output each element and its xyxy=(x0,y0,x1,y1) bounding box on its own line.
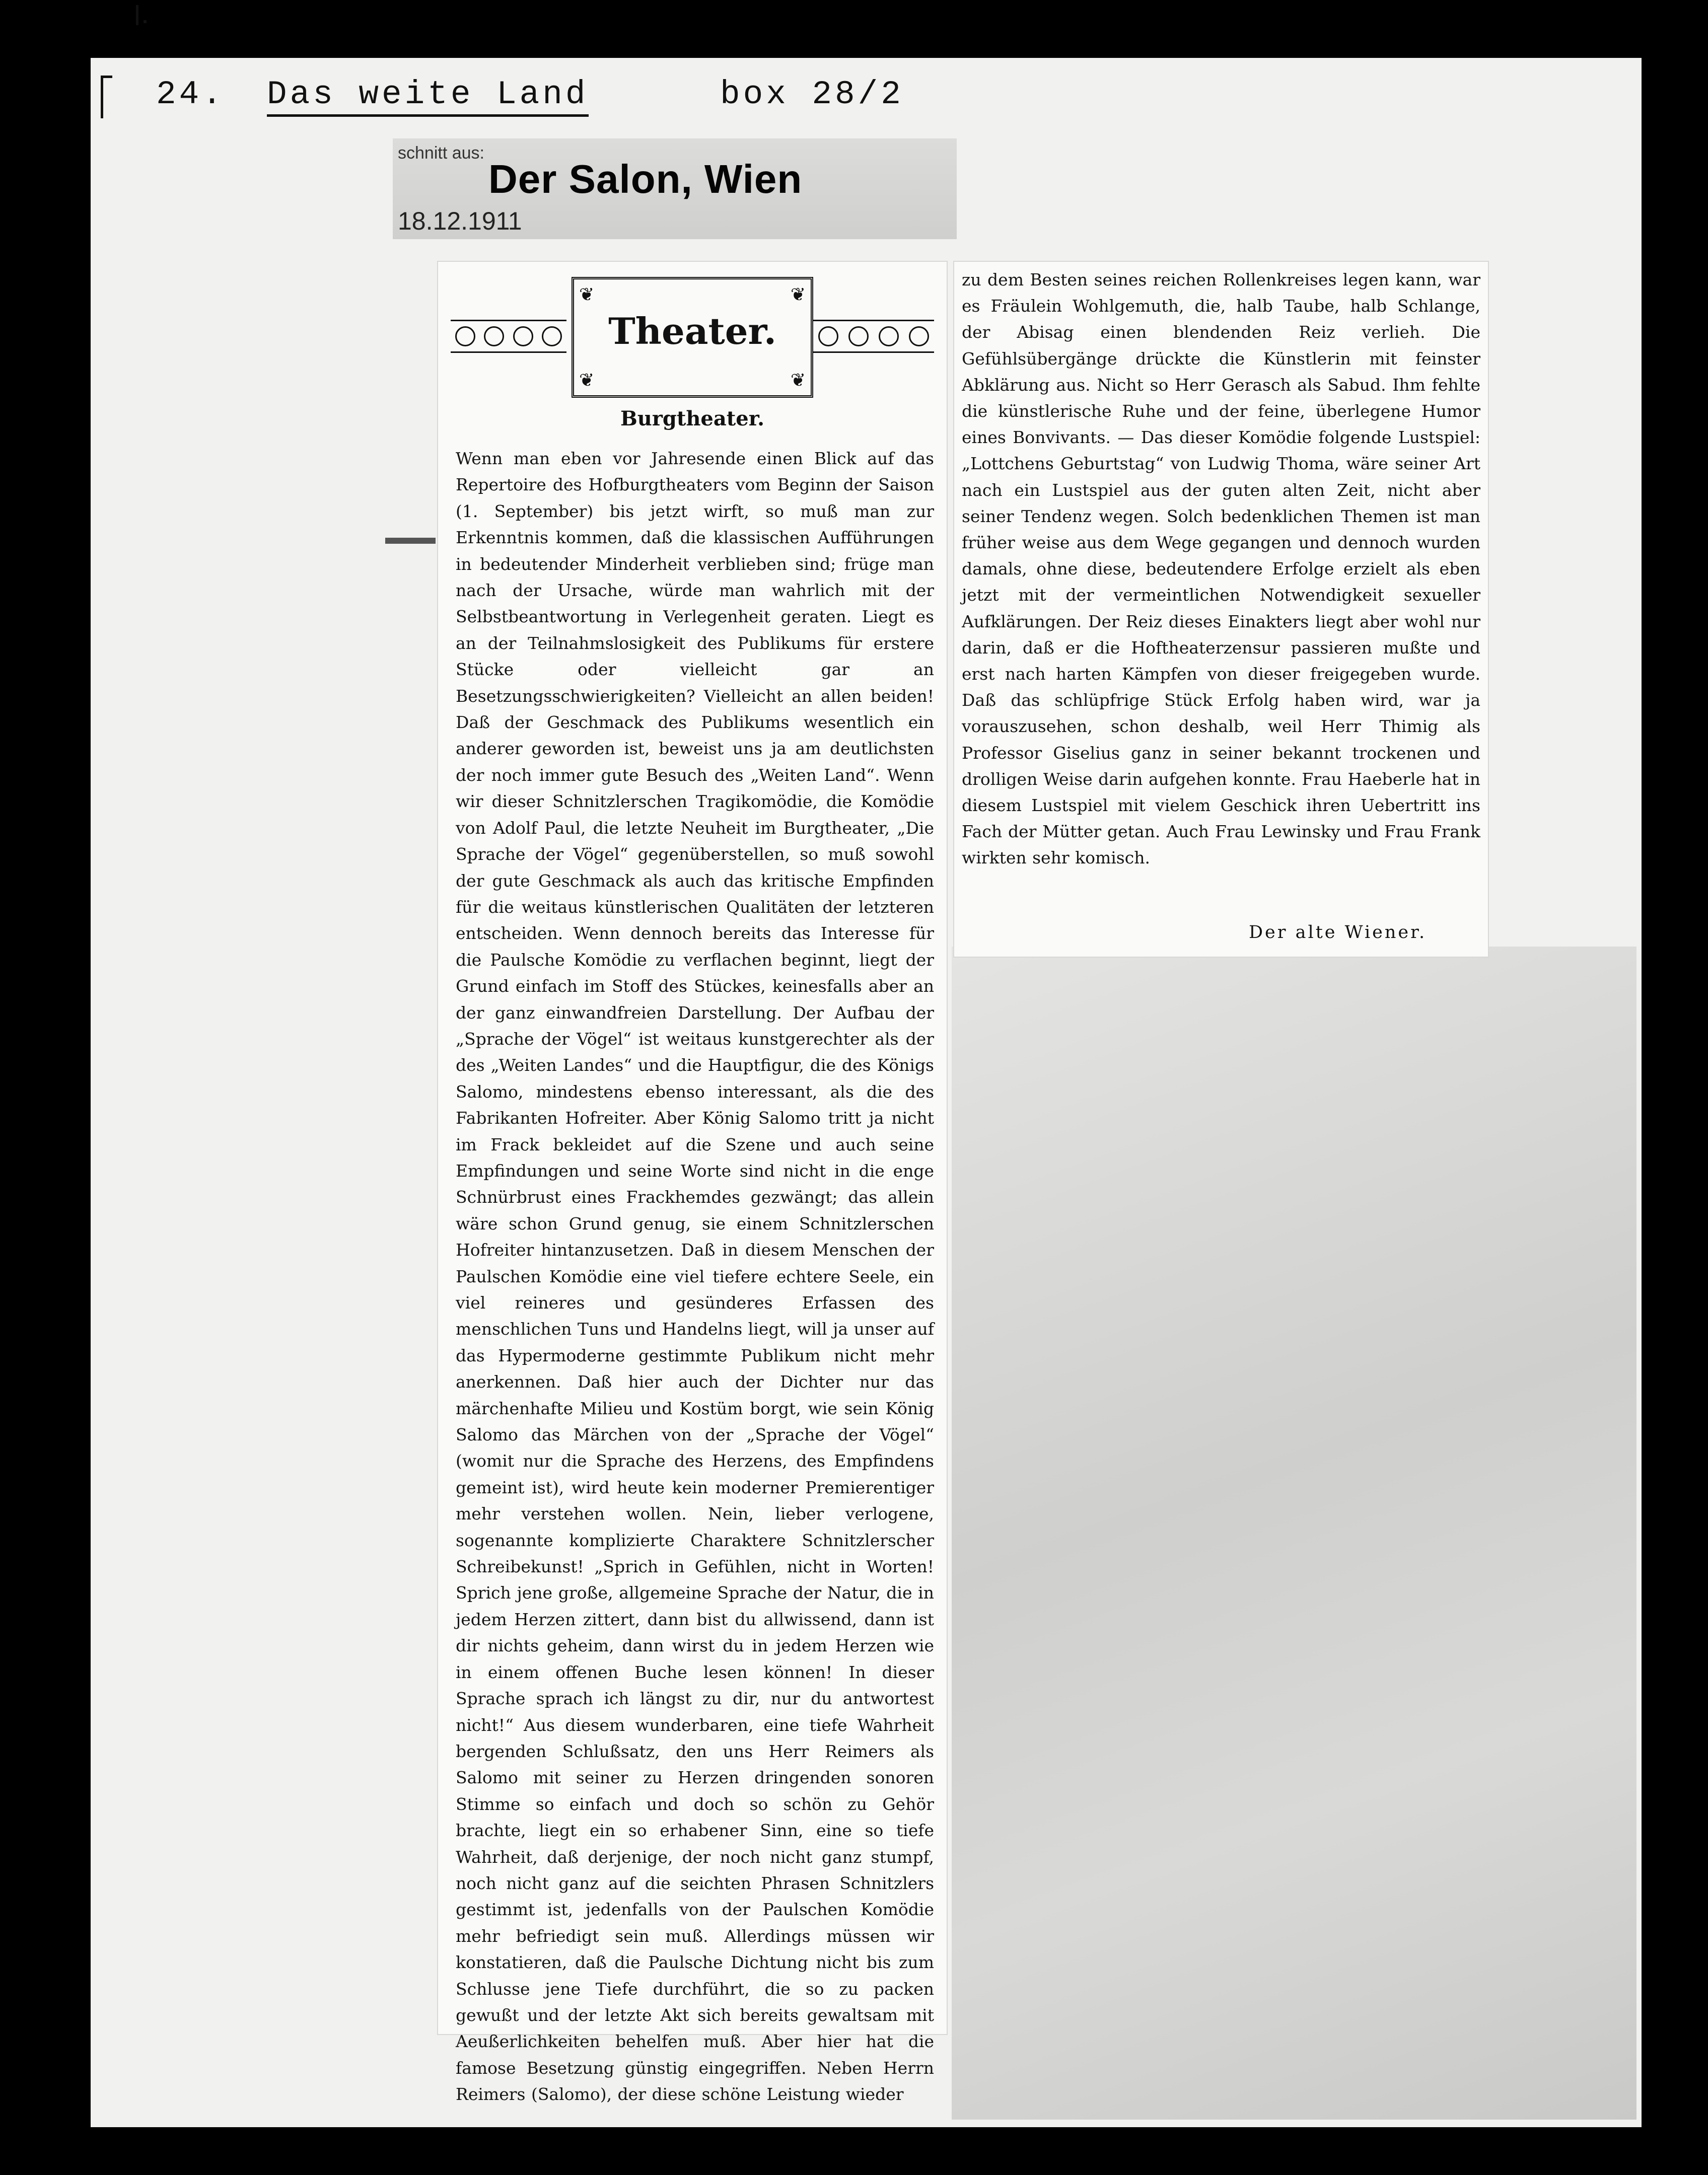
fleur-icon: ❦ xyxy=(790,284,806,305)
ornament-dot xyxy=(542,326,562,346)
ornament-dot xyxy=(513,326,533,346)
stamp-label: schnitt aus: xyxy=(398,143,484,163)
header-bracket-mark xyxy=(101,76,112,118)
item-number: 24. xyxy=(156,76,225,113)
scan-smudge xyxy=(385,538,436,544)
scan-mark xyxy=(136,5,138,25)
fleur-icon: ❦ xyxy=(790,370,806,390)
fleur-icon: ❦ xyxy=(579,284,595,305)
scan-mark xyxy=(144,20,147,23)
ornament-dot xyxy=(455,326,475,346)
source-stamp xyxy=(393,138,957,239)
article-left-column: Wenn man eben vor Jahresende einen Blick auf das Repertoire des Hofburgtheaters vom Beginn der Saison (1. September) bis jetzt wirft, so muß man zur Erkenntnis kommen, daß die klassischen Aufführungen in bedeutender Minderheit verblieben sind; früge man nach der Ursache, würde man wahrlich mit der Selbstbeantwortung in Verlegenheit geraten. Liegt es an der Teilnahmslosigkeit des Publikums für erstere Stücke oder vielleicht gar an Besetzungsschwierigkeiten? Vielleicht an allen beiden! Daß der Geschmack des Publikums wesentlich ein anderer geworden ist, beweist uns ja am deutlichsten der noch immer gute Besuch des „Weiten Land“. Wenn wir dieser Schnitzlerschen Tragikomödie, die Komödie von Adolf Paul, die letzte Neuheit im Burgtheater, „Die Sprache der Vögel“ gegenüberstellen, so muß sowohl der gute Geschmack als auch das kritische Empfinden für die weitaus künstlerischen Qualitäten der letzteren entscheiden. Wenn dennoch bereits das Interesse für die Paulsche Komödie zu verflachen beginnt, liegt der Grund einfach im Stoff des Stückes, keinesfalls aber an der ganz einwandfreien Darstellung. Der Aufbau der „Sprache der Vögel“ ist weitaus kunstgerechter als der des „Weiten Landes“ und die Hauptfigur, die des Königs Salomo, mindestens ebenso interessant, als die des Fabrikanten Hofreiter. Aber König Salomo tritt ja nicht im Frack bekleidet auf die Szene und auch seine Empfindungen und seine Worte sind nicht in die enge Schnürbrust eines Frackhemdes gezwängt; das allein wäre schon Grund genug, sie einem Schnitzlerschen Hofreiter hintanzusetzen. Daß in diesem Menschen der Paulschen Komödie eine viel tiefere echtere Seele, ein viel reineres und gesünderes Erfassen des menschlichen Tuns und Handelns liegt, will ja unser auf das Hypermoderne gestimmte Publikum nicht mehr anerkennen. Daß hier auch der Dichter nur das märchenhafte Milieu und Kostüm borgt, wie sein König Salomo das Märchen von der „Sprache der Vögel“ (womit nur die Sprache des Herzens, des Empfindens gemeint ist), wird heute kein moderner Premierentiger mehr verstehen wollen. Nein, lieber verlogene, sogenannte komplizierte Charaktere Schnitzlerscher Schreibekunst! „Sprich in Gefühlen, nicht in Worten! Sprich jene große, allgemeine Sprache der Natur, die in jedem Herzen zittert, dann bist du allwissend, dann ist dir nichts geheim, dann wirst du in jedem Herzen wie in einem offenen Buche lesen können! In dieser Sprache sprach ich längst zu dir, nur du antwortest nicht!“ Aus diesem wunderbaren, eine tiefe Wahrheit bergenden Schlußsatz, den uns Herr Reimers als Salomo mit seiner zu Herzen dringenden sonoren Stimme so einfach und doch so schön zu Gehör brachte, liegt ein so erhabener Sinn, eine so tiefe Wahrheit, daß derjenige, der noch nicht ganz stumpf, noch nicht ganz auf die seichten Phrasen Schnitzlers gestimmt ist, jedenfalls von der Paulschen Komödie mehr befriedigt sein muß. Allerdings müssen wir konstatieren, daß die Paulsche Dichtung nicht bis zum Schlusse jene Tiefe durchführt, die so zu packen gewußt und der letzte Akt sich bereits gewaltsam mit Aeußerlichkeiten behelfen muß. Aber hier hat die famose Besetzung günstig eingegriffen. Neben Herrn Reimers (Salomo), der diese schöne Leistung wieder xyxy=(456,449,934,2105)
fleur-icon: ❦ xyxy=(579,370,595,390)
ornament-dot xyxy=(879,326,899,346)
box-number: box 28/2 xyxy=(720,76,904,113)
theater-masthead xyxy=(451,272,934,398)
publication-date: 18.12.1911 xyxy=(398,207,522,235)
ornament-dot xyxy=(818,326,838,346)
ornament-dot xyxy=(484,326,504,346)
masthead-frame xyxy=(572,277,813,398)
ornament-dots-right xyxy=(813,320,934,353)
article-right-column: zu dem Besten seines reichen Rollenkreises legen kann, war es Fräulein Wohlgemuth, die, halb Taube, halb Schlange, der Abisag einen blendenden Reiz verlieh. Die Gefühlsübergänge drückte die Künstlerin mit feinster Abklärung aus. Nicht so Herr Gerasch als Sabud. Ihm fehlte die künstlerische Ruhe und der feine, überlegene Humor eines Bonvivants. — Das dieser Komödie folgende Lustspiel: „Lottchens Geburtstag“ von Ludwig Thoma, wäre seiner Art nach ein Lustspiel aus der guten alten Zeit, nicht aber seiner Tendenz wegen. Solch bedenklichen Themen ist man früher weise aus dem Wege gegangen und dennoch wurden damals, ohne diese, bedeutendere Erfolge erzielt als eben jetzt mit der vermeintlichen Notwendigkeit sexueller Aufklärungen. Der Reiz dieses Einakters liegt aber wohl nur darin, daß er die Hoftheaterzensur passieren mußte und erst nach harten Kämpfen von dieser freigegeben wurde. Daß das schlüpfrige Stück Erfolg haben wird, war ja vorauszusehen, schon deshalb, weil Herr Thimig als Professor Giselius ganz in seiner bekannt trockenen und drolligen Weise darin aufgehen konnte. Frau Haeberle hat in diesem Lustspiel mit vielem Geschick ihren Uebertritt ins Fach der Mütter getan. Auch Frau Lewinsky und Frau Frank wirkten sehr komisch. xyxy=(962,270,1480,868)
work-title: Das weite Land xyxy=(267,76,589,117)
ornament-dot xyxy=(909,326,929,346)
author-signature: Der alte Wiener. xyxy=(1249,922,1427,942)
ornament-dot xyxy=(848,326,869,346)
masthead-title: Theater. xyxy=(608,310,776,352)
article-heading: Burgtheater. xyxy=(620,407,765,430)
ornament-dots-left xyxy=(451,320,566,353)
card-header xyxy=(101,76,957,121)
card-stained-area xyxy=(952,947,1636,2120)
publication-name: Der Salon, Wien xyxy=(488,157,803,201)
